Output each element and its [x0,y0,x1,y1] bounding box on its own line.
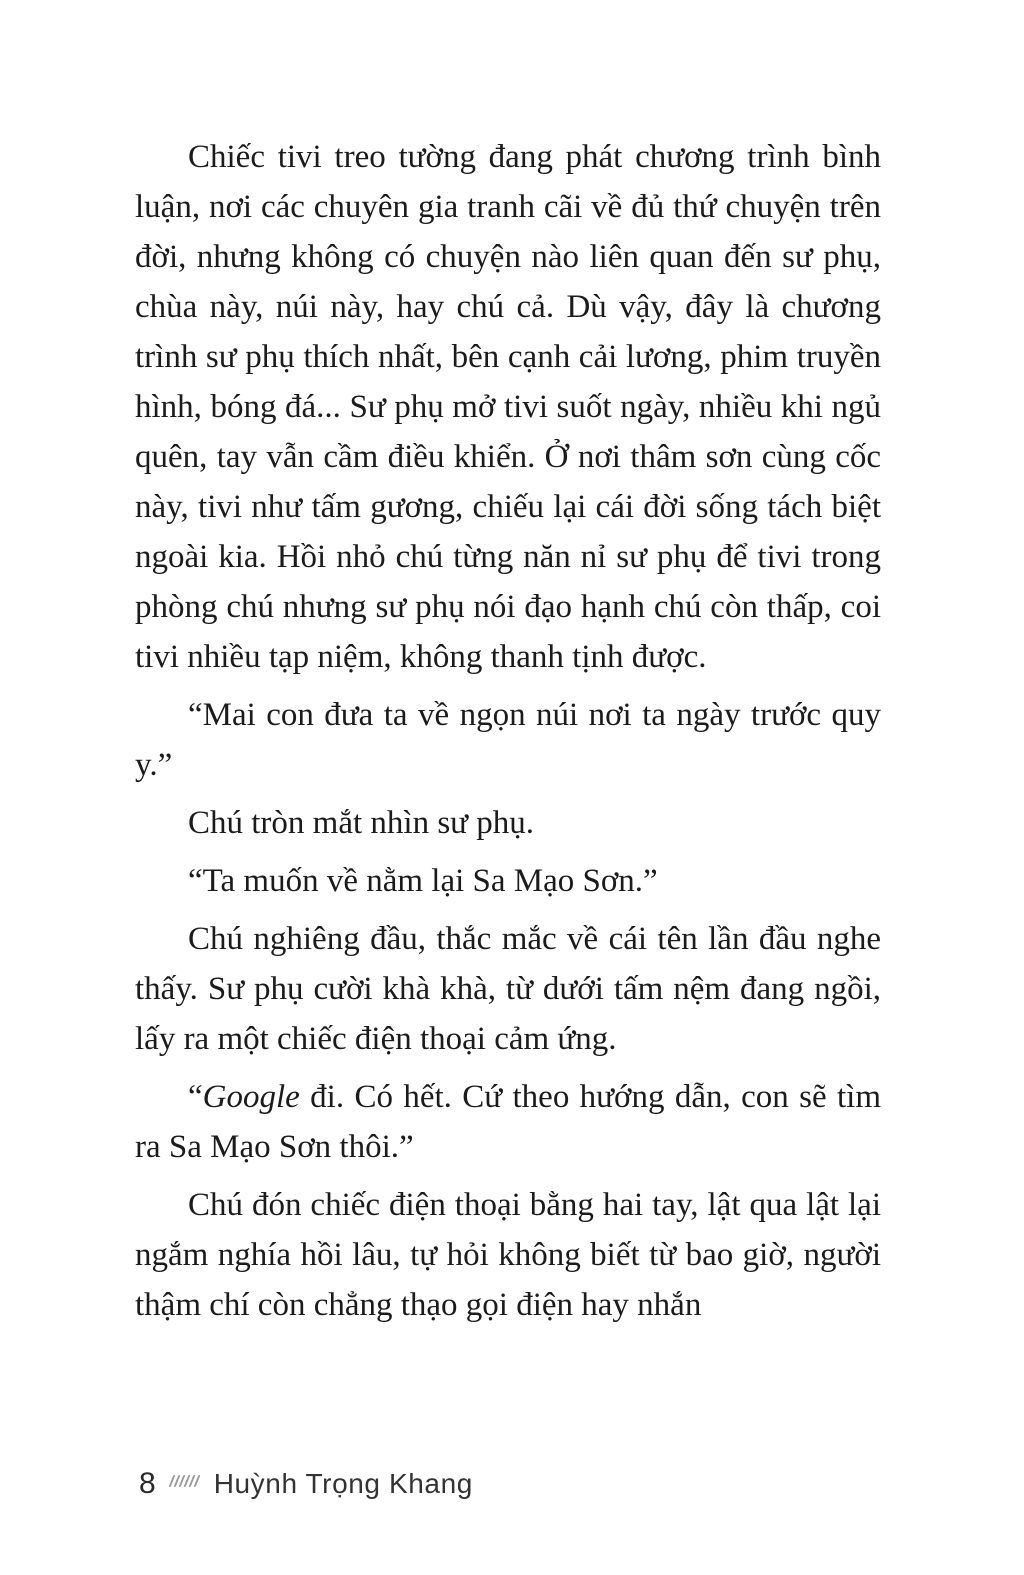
body-text [135,132,881,1330]
paragraph [135,914,881,1064]
text-run: đi. Có hết. Cứ theo hướng dẫn, con sẽ tìm ra Sa Mạo Sơn thôi.” [135,1079,881,1165]
text-run: Chú đón chiếc điện thoại bằng hai tay, lật qua lật lại ngắm nghía hồi lâu, tự hỏi không biết từ bao giờ, người thậm chí còn chẳng thạo gọi điện hay nhắn [135,1187,881,1323]
paragraph [135,798,881,848]
italic-text-run: Google [202,1079,300,1115]
text-run: Chiếc tivi treo tường đang phát chương trình bình luận, nơi các chuyên gia tranh cãi về đủ thứ chuyện trên đời, nhưng không có chuyện nào liên quan đến sư phụ, chùa này, núi này, hay chú cả. Dù vậy, đây là chương trình sư phụ thích nhất, bên cạnh cải lương, phim truyền hình, bóng đá... Sư phụ mở tivi suốt ngày, nhiều khi ngủ quên, tay vẫn cầm điều khiển. Ở nơi thâm sơn cùng cốc này, tivi như tấm gương, chiếu lại cái đời sống tách biệt ngoài kia. Hồi nhỏ chú từng năn nỉ sư phụ để tivi trong phòng chú nhưng sư phụ nói đạo hạnh chú còn thấp, coi tivi nhiều tạp niệm, không thanh tịnh được. [135,139,881,675]
text-run: Chú tròn mắt nhìn sư phụ. [188,805,535,841]
page-number: 8 [139,1467,156,1500]
paragraph [135,132,881,682]
text-run: “Mai con đưa ta về ngọn núi nơi ta ngày trước quy y.” [135,697,881,783]
tick-marks-icon [171,1475,198,1487]
text-run: Chú nghiêng đầu, thắc mắc về cái tên lần đầu nghe thấy. Sư phụ cười khà khà, từ dưới tấm nệm đang ngồi, lấy ra một chiếc điện thoại cảm ứng. [135,921,881,1057]
paragraph [135,1180,881,1330]
text-run: “Ta muốn về nằm lại Sa Mạo Sơn.” [188,863,658,899]
text-run: “ [188,1079,203,1115]
page-footer [139,1464,473,1504]
paragraph [135,690,881,790]
paragraph [135,856,881,906]
paragraph [135,1072,881,1172]
author-name: Huỳnh Trọng Khang [213,1468,473,1499]
